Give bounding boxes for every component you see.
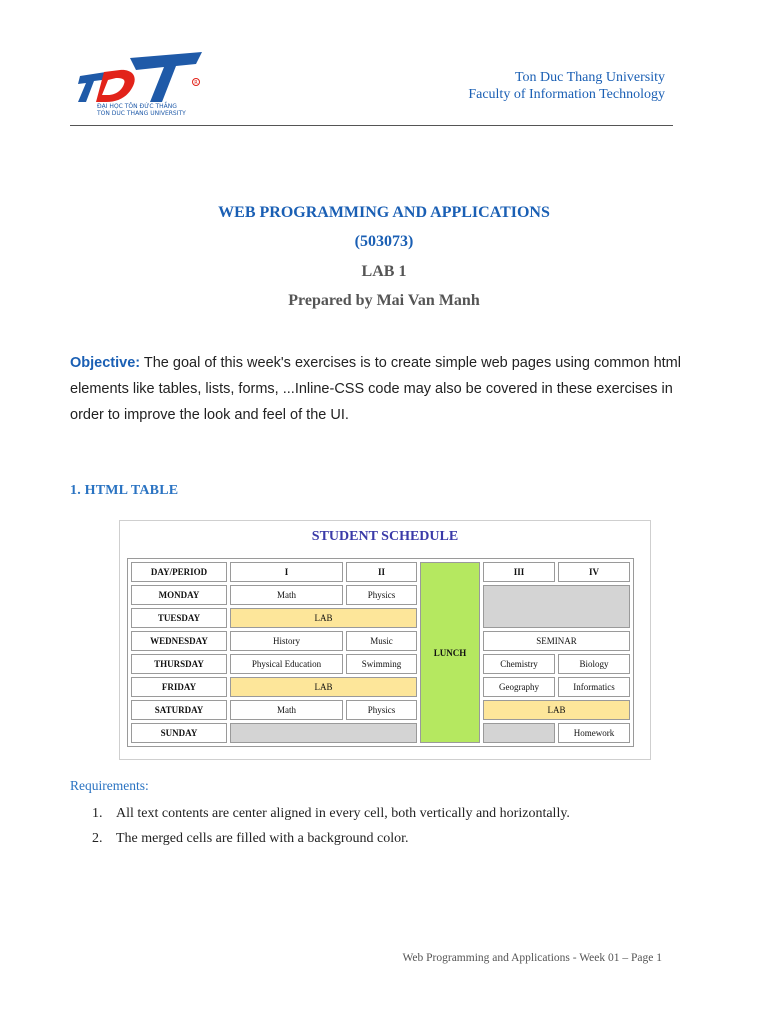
institution-header [468,69,665,103]
schedule-table [127,558,634,747]
table-cell: Physical Education [230,654,343,674]
schedule-figure [119,520,651,760]
objective-text: The goal of this week's exercises is to create simple web pages using common html elements like tables, lists, forms, ...Inline-CSS code may also be covered in these exercises in order to improve the look and feel of the UI. [70,355,681,423]
header-divider [70,125,673,126]
day-cell: TUESDAY [131,608,227,628]
table-cell: Physics [346,585,417,605]
table-cell: Math [230,700,343,720]
empty-merged-cell [230,723,417,743]
table-row [131,677,630,697]
author-line: Prepared by Mai Van Manh [288,292,480,309]
header-cell: I [230,562,343,582]
merged-cell: LAB [230,608,417,628]
header-cell: II [346,562,417,582]
table-cell: Swimming [346,654,417,674]
header-cell: IV [558,562,630,582]
course-code: (503073) [354,233,414,250]
list-item: 2. The merged cells are filled with a background color. [92,831,409,846]
table-cell: History [230,631,343,651]
table-cell: Homework [558,723,630,743]
lab-number: LAB 1 [361,263,407,280]
requirements-label: Requirements: [70,778,149,793]
document-title-block [0,203,768,311]
table-row [131,654,630,674]
objective-label: Objective: [70,355,141,371]
day-cell: THURSDAY [131,654,227,674]
faculty-name: Faculty of Information Technology [468,87,665,102]
lunch-cell: LUNCH [420,562,480,743]
requirement-text: All text contents are center aligned in every cell, both vertically and horizontally. [116,806,570,821]
requirement-text: The merged cells are filled with a background color. [116,831,409,846]
table-row [131,700,630,720]
svg-text:R: R [194,80,198,87]
table-cell: Physics [346,700,417,720]
day-cell: SUNDAY [131,723,227,743]
list-item: 1. All text contents are center aligned in every cell, both vertically and horizontally. [92,806,570,821]
day-cell: FRIDAY [131,677,227,697]
table-cell: Math [230,585,343,605]
page-footer: Web Programming and Applications - Week 01 – Page 1 [402,952,662,964]
logo-subtext-en: TON DUC THANG UNIVERSITY [97,110,186,117]
table-row [131,631,630,651]
table-cell: Geography [483,677,555,697]
schedule-title: STUDENT SCHEDULE [311,529,459,544]
table-cell: Biology [558,654,630,674]
university-name: Ton Duc Thang University [514,70,665,85]
table-cell: Music [346,631,417,651]
merged-cell: LAB [230,677,417,697]
table-row [131,585,630,605]
day-cell: MONDAY [131,585,227,605]
header-cell: III [483,562,555,582]
table-cell: Informatics [558,677,630,697]
header-cell: DAY/PERIOD [131,562,227,582]
table-row [131,562,630,582]
empty-cell [483,723,555,743]
day-cell: WEDNESDAY [131,631,227,651]
course-title: WEB PROGRAMMING AND APPLICATIONS [218,204,550,221]
merged-cell: SEMINAR [483,631,630,651]
day-cell: SATURDAY [131,700,227,720]
table-row [131,723,630,743]
table-cell: Chemistry [483,654,555,674]
objective-paragraph [70,350,704,428]
requirements-list [92,801,570,851]
empty-merged-cell [483,585,630,628]
logo-subtext-vn: ĐẠI HỌC TÔN ĐỨC THẮNG [97,103,177,110]
merged-cell: LAB [483,700,630,720]
tdt-logo-mark [76,50,206,106]
university-logo [76,50,206,120]
section-heading: 1. HTML TABLE [70,483,179,498]
